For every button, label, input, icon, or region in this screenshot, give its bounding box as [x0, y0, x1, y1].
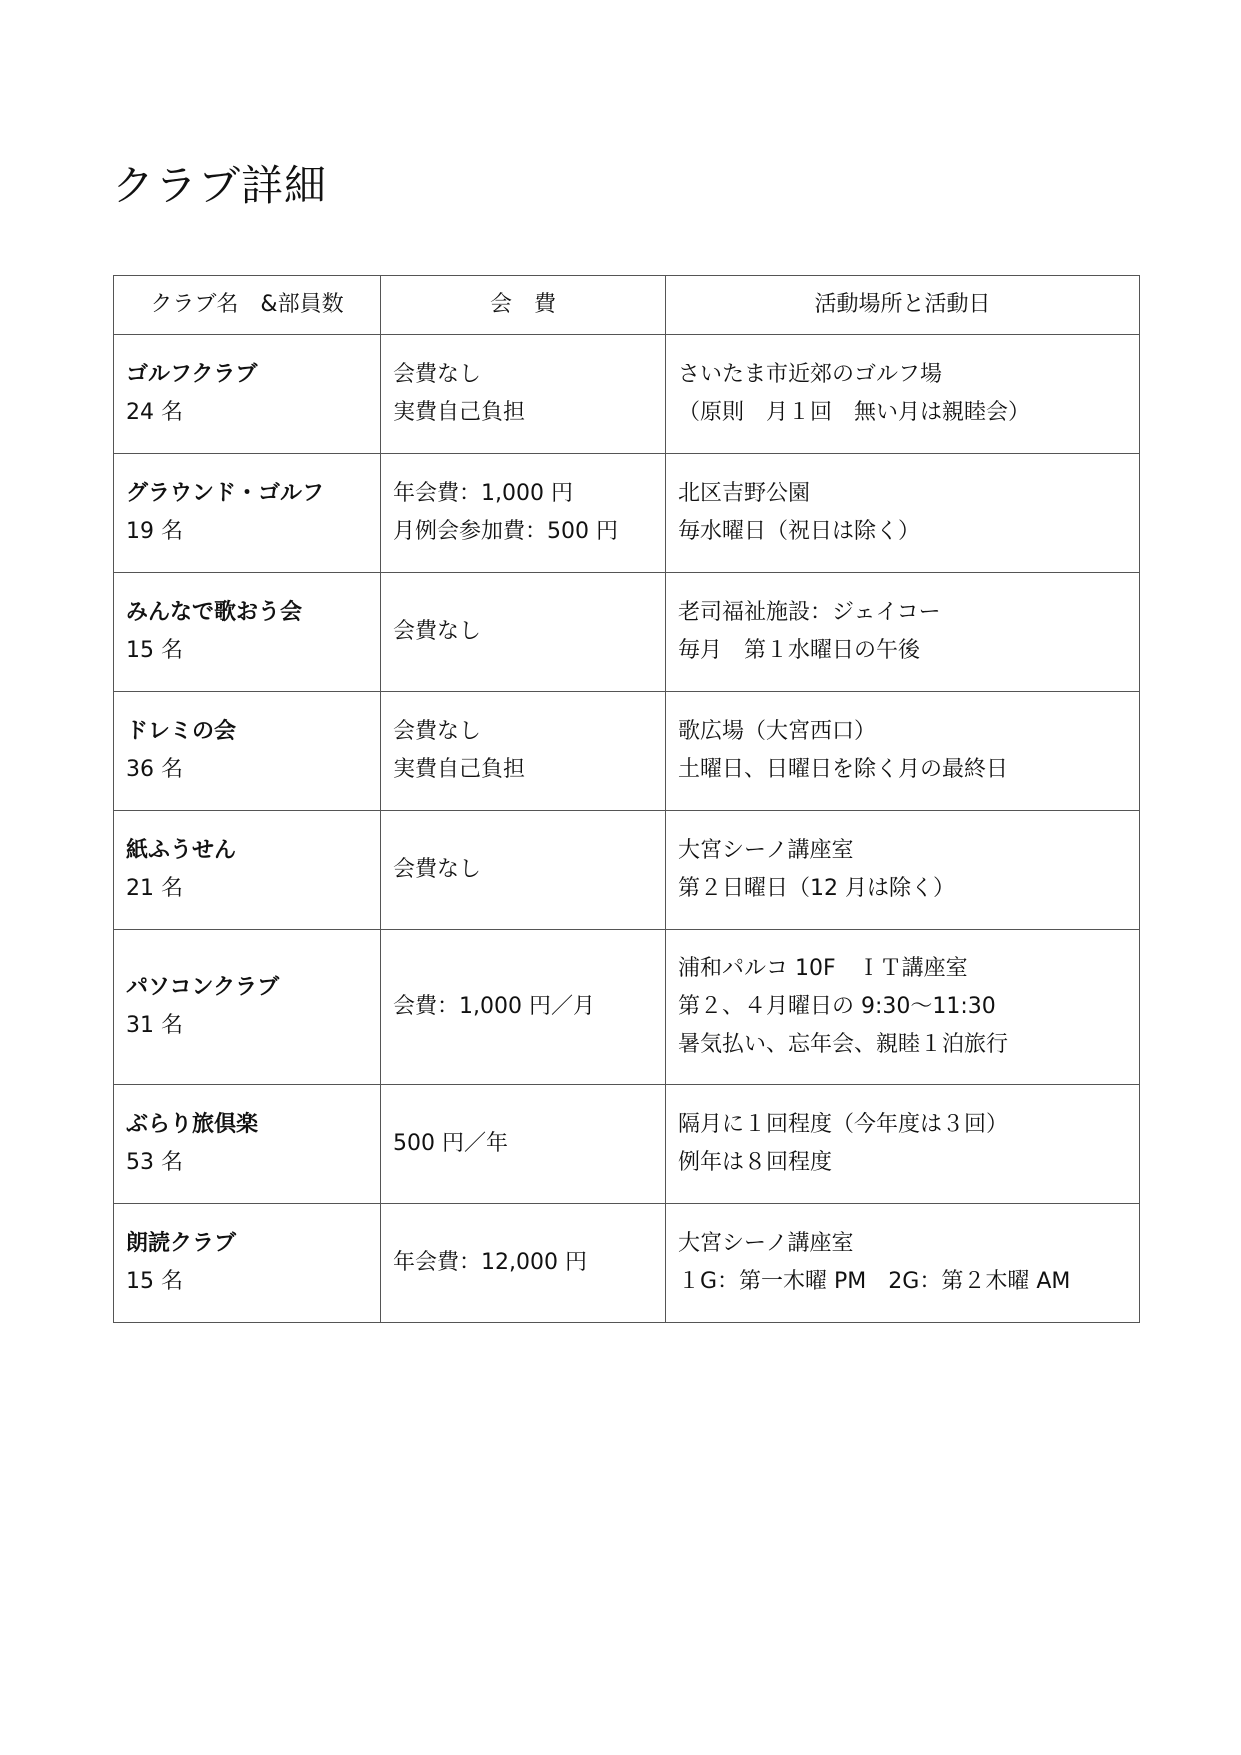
activity-line: 北区吉野公園	[678, 481, 811, 506]
member-count: 36 名	[126, 757, 183, 782]
club-name: 紙ふうせん	[126, 838, 237, 863]
member-count: 15 名	[126, 638, 183, 663]
club-name: パソコンクラブ	[126, 975, 280, 1000]
fee-line: 会費なし	[393, 619, 482, 644]
club-cell	[114, 335, 381, 454]
activity-line: さいたま市近郊のゴルフ場	[678, 362, 943, 387]
activity-line: 大宮シーノ講座室	[678, 838, 854, 863]
header-club-name: クラブ名 &部員数	[114, 276, 381, 335]
table-row	[114, 335, 1140, 454]
activity-line: 第２、４月曜日の 9:30～11:30	[678, 994, 996, 1019]
club-name: 朗読クラブ	[126, 1231, 237, 1256]
table-header-row	[114, 276, 1140, 335]
member-count: 21 名	[126, 876, 183, 901]
fee-cell	[381, 930, 666, 1085]
activity-line: 浦和パルコ 10F ＩＴ講座室	[678, 956, 968, 981]
club-name: ドレミの会	[126, 719, 237, 744]
club-name: みんなで歌おう会	[126, 600, 303, 625]
table-row	[114, 573, 1140, 692]
activity-line: １G：第一木曜 PM 2G：第２木曜 AM	[678, 1269, 1071, 1294]
activity-line: 第２日曜日（12 月は除く）	[678, 876, 955, 901]
club-cell	[114, 573, 381, 692]
club-cell	[114, 454, 381, 573]
member-count: 19 名	[126, 519, 183, 544]
activity-cell	[666, 1085, 1140, 1204]
member-count: 31 名	[126, 1013, 183, 1038]
fee-cell	[381, 573, 666, 692]
activity-cell	[666, 335, 1140, 454]
activity-cell	[666, 930, 1140, 1085]
page-title: クラブ詳細	[112, 161, 328, 210]
activity-line: 隔月に１回程度（今年度は３回）	[678, 1112, 1009, 1137]
activity-cell	[666, 811, 1140, 930]
club-name: ぶらり旅倶楽	[126, 1112, 259, 1137]
activity-line: 毎月 第１水曜日の午後	[678, 638, 921, 663]
fee-cell	[381, 335, 666, 454]
activity-line: 例年は８回程度	[678, 1150, 833, 1175]
fee-line: 月例会参加費：500 円	[393, 519, 618, 544]
table-row	[114, 930, 1140, 1085]
fee-line: 実費自己負担	[393, 400, 526, 425]
member-count: 53 名	[126, 1150, 183, 1175]
activity-line: 暑気払い、忘年会、親睦１泊旅行	[678, 1032, 1009, 1057]
activity-cell	[666, 1204, 1140, 1323]
fee-line: 500 円／年	[393, 1131, 508, 1156]
fee-line: 会費なし	[393, 719, 482, 744]
club-name: グラウンド・ゴルフ	[126, 481, 325, 506]
header-fee: 会 費	[381, 276, 666, 335]
fee-line: 年会費：12,000 円	[393, 1250, 587, 1275]
activity-line: 老司福祉施設：ジェイコー	[678, 600, 941, 625]
activity-line: 大宮シーノ講座室	[678, 1231, 854, 1256]
activity-line: 歌広場（大宮西口）	[678, 719, 877, 744]
club-cell	[114, 1085, 381, 1204]
table-row	[114, 1204, 1140, 1323]
fee-line: 会費なし	[393, 362, 482, 387]
club-cell	[114, 930, 381, 1085]
club-cell	[114, 811, 381, 930]
fee-line: 年会費：1,000 円	[393, 481, 573, 506]
fee-cell	[381, 454, 666, 573]
fee-cell	[381, 1204, 666, 1323]
table-row	[114, 811, 1140, 930]
header-activity: 活動場所と活動日	[666, 276, 1140, 335]
activity-line: 土曜日、日曜日を除く月の最終日	[678, 757, 1009, 782]
activity-cell	[666, 692, 1140, 811]
table-row	[114, 692, 1140, 811]
fee-line: 会費：1,000 円／月	[393, 994, 595, 1019]
fee-cell	[381, 811, 666, 930]
fee-line: 会費なし	[393, 857, 482, 882]
activity-cell	[666, 454, 1140, 573]
club-table	[113, 275, 1140, 1323]
activity-cell	[666, 573, 1140, 692]
member-count: 15 名	[126, 1269, 183, 1294]
table-row	[114, 1085, 1140, 1204]
fee-line: 実費自己負担	[393, 757, 526, 782]
fee-cell	[381, 692, 666, 811]
club-cell	[114, 692, 381, 811]
member-count: 24 名	[126, 400, 183, 425]
activity-line: 毎水曜日（祝日は除く）	[678, 519, 921, 544]
fee-cell	[381, 1085, 666, 1204]
club-cell	[114, 1204, 381, 1323]
table-row	[114, 454, 1140, 573]
activity-line: （原則 月１回 無い月は親睦会）	[678, 400, 1031, 425]
club-name: ゴルフクラブ	[126, 362, 258, 387]
